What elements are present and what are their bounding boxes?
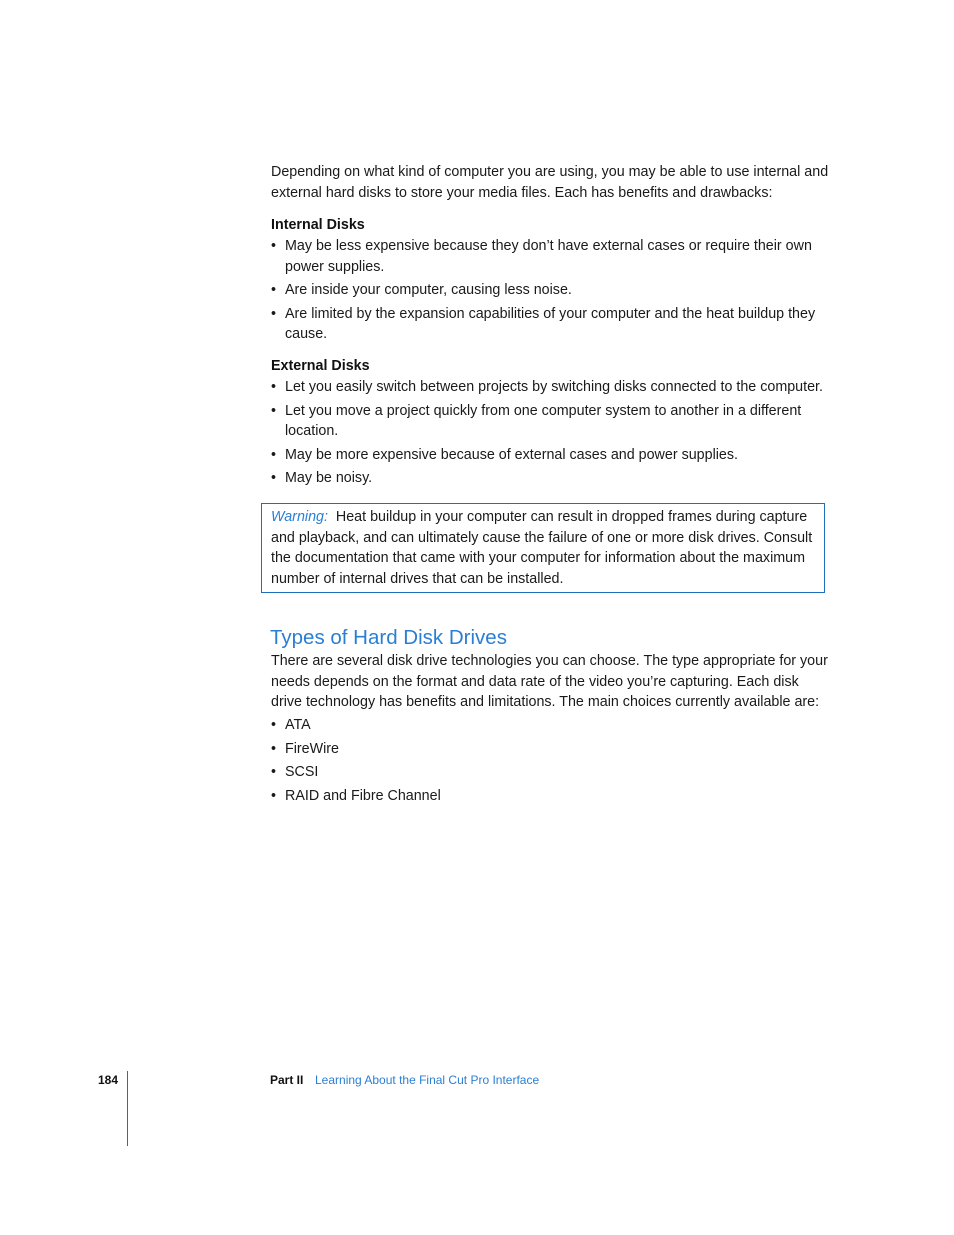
list-item-text: Let you easily switch between projects by switching disks connected to the computer.: [285, 379, 824, 395]
page-number: 184: [98, 1073, 119, 1087]
bullet-marker: •: [271, 717, 277, 733]
list-item-text: RAID and Fibre Channel: [285, 787, 441, 804]
section-paragraph: There are several disk drive technologies you can choose. The type appropriate for your needs depends on the format and data rate of the video you’re capturing. Each disk drive technology has benefits and limitations. The main choices currently available are:: [271, 653, 828, 710]
list-item: [271, 762, 831, 783]
footer-part-label: Part II: [270, 1073, 304, 1087]
bullet-marker: •: [271, 282, 277, 298]
list-item: [271, 304, 831, 345]
bullet-marker: •: [271, 402, 277, 419]
list-item-text: May be noisy.: [285, 470, 373, 486]
list-item-text: May be more expensive because of external cases and power supplies.: [285, 446, 738, 463]
list-item: [271, 236, 831, 277]
bullet-marker: •: [271, 787, 277, 804]
external-disks-list: [271, 377, 831, 492]
footer-chapter-link[interactable]: Learning About the Final Cut Pro Interface: [315, 1073, 540, 1087]
list-item: [271, 786, 831, 807]
warning-body: Heat buildup in your computer can result in dropped frames during capture and playback, and can ultimately cause the failure of one or more disk drives. Consult the documentation that came with your computer for information about the maximum number of internal drives that can be installed.: [271, 509, 813, 587]
list-item: [271, 445, 831, 466]
list-item: [271, 739, 831, 760]
list-item: [271, 377, 831, 398]
list-item: [271, 280, 831, 301]
list-item-text: Are inside your computer, causing less noise.: [285, 282, 572, 298]
list-item-text: FireWire: [285, 740, 340, 757]
list-item: [271, 401, 831, 442]
footer-divider: [127, 1071, 128, 1146]
warning-box: [261, 503, 825, 593]
list-item-text: May be less expensive because they don’t have external cases or require their own power supplies.: [285, 238, 812, 275]
bullet-marker: •: [271, 470, 277, 486]
list-item-text: Are limited by the expansion capabilities of your computer and the heat buildup they cause.: [285, 305, 816, 342]
external-disks-heading: External Disks: [271, 358, 370, 374]
list-item: [271, 468, 831, 489]
intro-paragraph: Depending on what kind of computer you are using, you may be able to use internal and external hard disks to store your media files. Each has benefits and drawbacks:: [271, 164, 829, 201]
bullet-marker: •: [271, 379, 277, 395]
bullet-marker: •: [271, 764, 277, 780]
internal-disks-heading: Internal Disks: [271, 217, 365, 233]
list-item-text: Let you move a project quickly from one computer system to another in a different location.: [285, 402, 802, 439]
warning-text: [271, 507, 819, 589]
internal-disks-list: [271, 236, 831, 348]
list-item: [271, 715, 831, 736]
drive-types-list: [271, 715, 831, 809]
bullet-marker: •: [271, 740, 277, 757]
bullet-marker: •: [271, 238, 277, 254]
list-item-text: ATA: [285, 717, 311, 733]
bullet-marker: •: [271, 446, 277, 463]
warning-label: Warning:: [271, 509, 328, 525]
list-item-text: SCSI: [285, 764, 319, 780]
bullet-marker: •: [271, 305, 277, 322]
section-title: Types of Hard Disk Drives: [270, 626, 507, 649]
